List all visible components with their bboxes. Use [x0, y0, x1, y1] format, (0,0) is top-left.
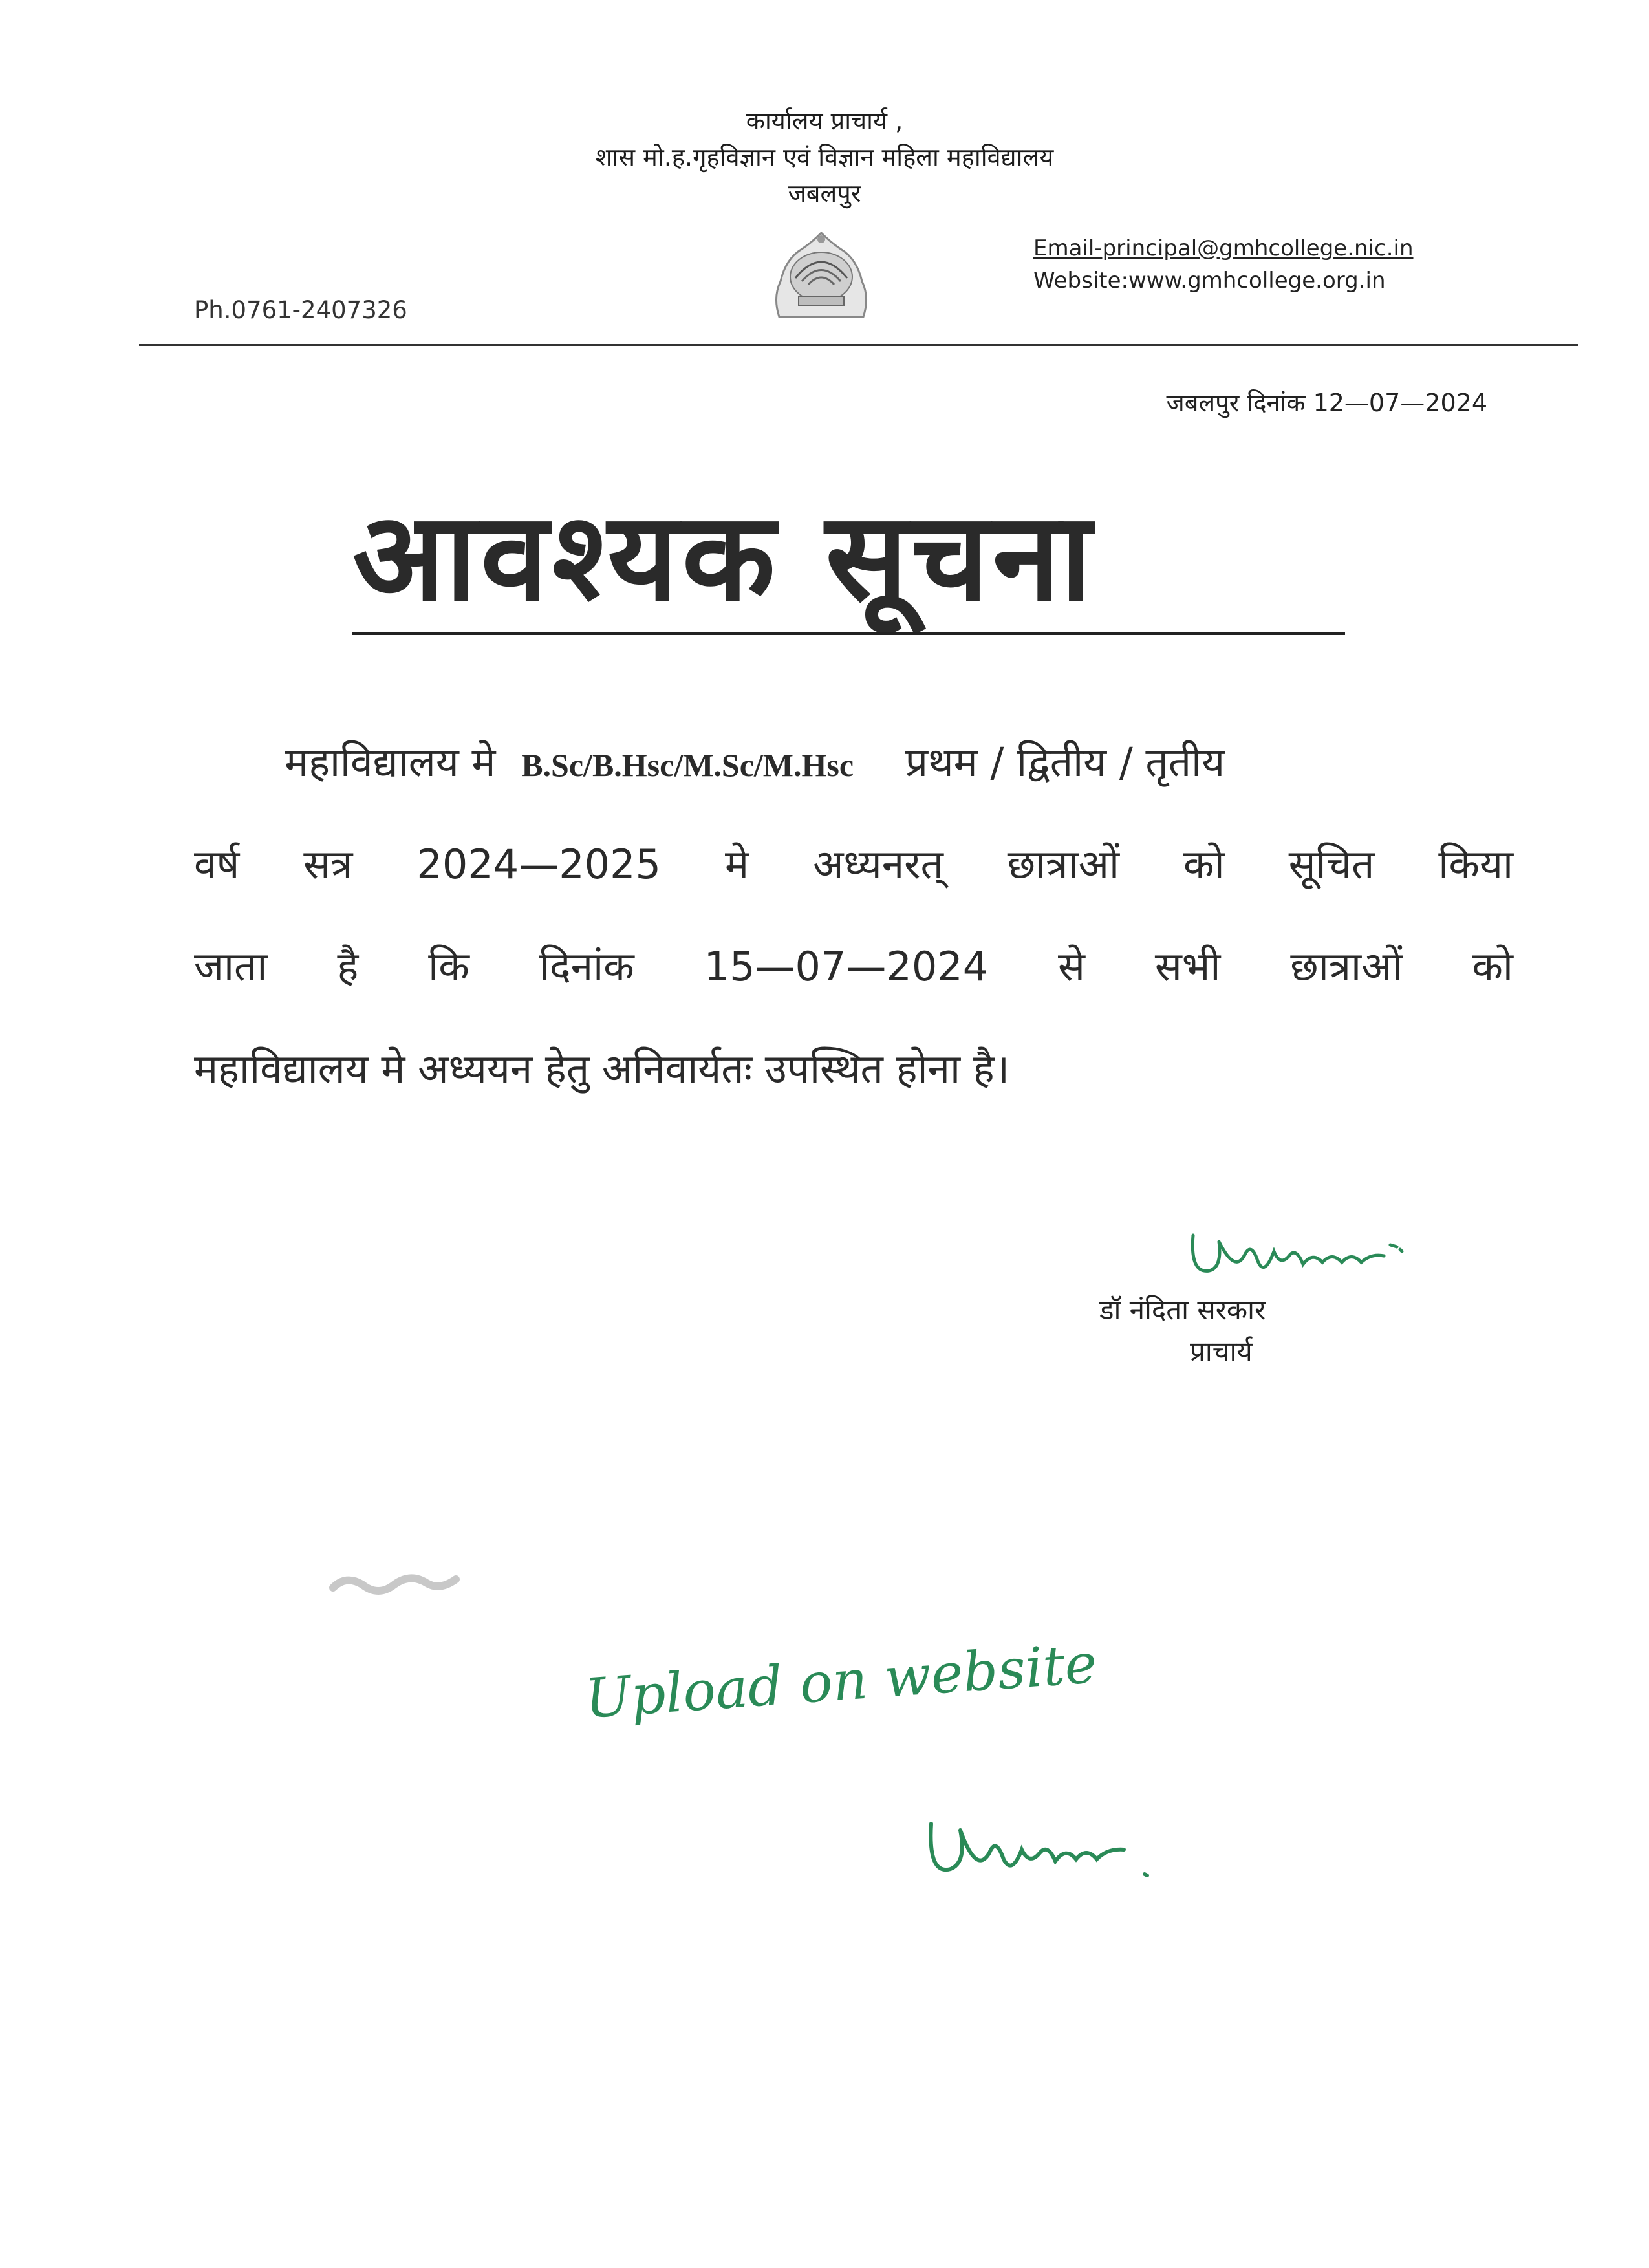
office-title: कार्यालय प्राचार्य , — [746, 107, 903, 135]
website-text: Website:www.gmhcollege.org.in — [1033, 268, 1386, 294]
email-link[interactable]: Email-principal@gmhcollege.nic.in — [1033, 235, 1414, 261]
body-line-2: वर्ष सत्र 2024—2025 मे अध्यनरत् छात्राओं को सूचित किया — [194, 841, 1513, 888]
principal-initials-signature — [918, 1798, 1177, 1888]
signatory-name: डॉ नंदिता सरकार — [1099, 1294, 1266, 1326]
body-line-3: जाता है कि दिनांक 15—07—2024 से सभी छात्राओं को — [194, 943, 1513, 990]
principal-signature — [1183, 1216, 1429, 1287]
header-divider — [139, 344, 1578, 346]
notice-date: जबलपुर दिनांक 12—07—2024 — [1166, 389, 1487, 417]
course-list: B.Sc/B.Hsc/M.Sc/M.Hsc — [521, 747, 854, 783]
handwritten-note: Upload on website — [583, 1631, 1099, 1731]
notice-title: आवश्यक सूचना — [352, 486, 1095, 628]
body-line-1 — [194, 739, 1513, 786]
body-line-4: महाविद्यालय मे अध्ययन हेतु अनिवार्यतः उपस्थित होना है। — [194, 1045, 1010, 1092]
college-emblem-icon — [766, 220, 876, 323]
faint-stamp-mark — [327, 1565, 462, 1604]
college-name: शास मो.ह.गृहविज्ञान एवं विज्ञान महिला महाविद्यालय — [595, 143, 1054, 171]
phone-number: Ph.0761-2407326 — [194, 296, 407, 324]
signatory-designation: प्राचार्य — [1190, 1335, 1253, 1367]
body-line-1-start: महाविद्यालय मे — [285, 739, 496, 786]
title-underline — [352, 632, 1345, 635]
college-city: जबलपुर — [788, 179, 861, 208]
body-line-1-end: प्रथम / द्वितीय / तृतीय — [905, 739, 1225, 786]
